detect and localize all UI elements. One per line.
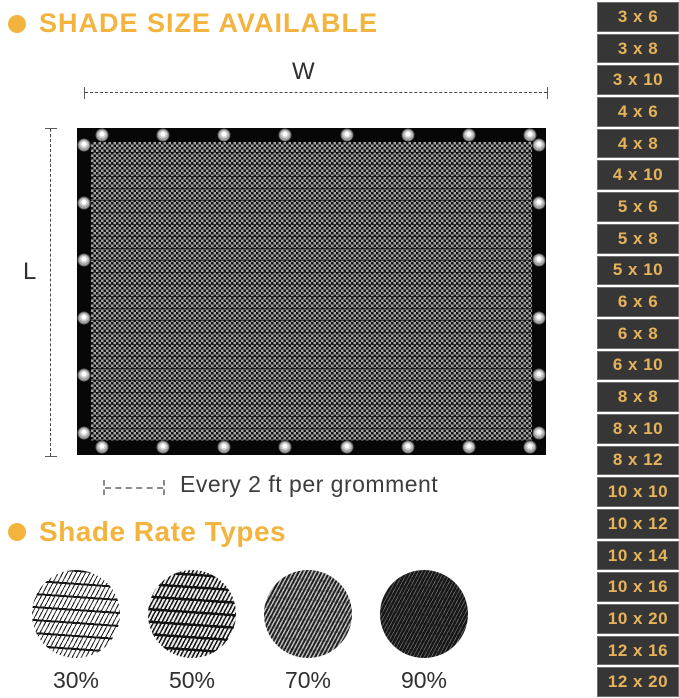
shade-rate-list	[32, 570, 468, 694]
length-dimension-line	[45, 128, 57, 457]
grommet-icon	[78, 369, 91, 382]
size-chip: 5 x 8	[597, 224, 679, 254]
grommet-icon	[533, 254, 546, 267]
length-dimension-label: L	[23, 258, 37, 285]
grommet-icon	[218, 441, 231, 454]
mesh-swatch-90-icon	[380, 570, 468, 658]
grommet-icon	[340, 129, 353, 142]
width-dimension-label: W	[292, 58, 315, 85]
size-chip: 10 x 16	[597, 572, 679, 602]
mesh-swatch-30-icon	[32, 570, 120, 658]
grommet-icon	[462, 441, 475, 454]
size-chip: 3 x 10	[597, 65, 679, 95]
grommet-icon	[96, 129, 109, 142]
shade-size-heading-label: SHADE SIZE AVAILABLE	[39, 8, 379, 38]
size-chip: 4 x 6	[597, 97, 679, 127]
size-chip: 12 x 16	[597, 636, 679, 666]
grommet-spacing-note: Every 2 ft per gromment	[180, 471, 439, 497]
shade-rate-item	[148, 570, 236, 694]
bullet-icon	[8, 15, 26, 33]
grommet-icon	[533, 369, 546, 382]
width-dimension-line	[84, 87, 548, 99]
shade-rate-label: 70%	[284, 667, 332, 693]
shade-size-heading	[8, 8, 378, 39]
grommet-icon	[279, 129, 292, 142]
size-chip: 10 x 12	[597, 509, 679, 539]
mesh-swatch-50-icon	[148, 570, 236, 658]
grommet-icon	[533, 311, 546, 324]
shade-rate-item	[380, 570, 468, 694]
size-chip: 8 x 10	[597, 414, 679, 444]
grommet-icon	[78, 427, 91, 440]
grommet-icon	[157, 129, 170, 142]
grommet-icon	[78, 139, 91, 152]
grommet-icon	[78, 311, 91, 324]
size-chip: 5 x 10	[597, 256, 679, 286]
size-chip: 6 x 8	[597, 319, 679, 349]
grommet-icon	[340, 441, 353, 454]
shade-rate-item	[32, 570, 120, 694]
size-chip: 6 x 6	[597, 287, 679, 317]
size-chip: 3 x 8	[597, 34, 679, 64]
grommet-icon	[533, 427, 546, 440]
grommet-icon	[401, 129, 414, 142]
size-chip: 10 x 14	[597, 541, 679, 571]
bullet-icon	[8, 523, 26, 541]
size-chip: 8 x 8	[597, 382, 679, 412]
shade-rate-item	[264, 570, 352, 694]
shade-rate-heading-label: Shade Rate Types	[39, 516, 287, 547]
grommet-icon	[462, 129, 475, 142]
grommet-icon	[96, 441, 109, 454]
size-chip: 6 x 10	[597, 351, 679, 381]
grommet-icon	[78, 254, 91, 267]
size-chip: 4 x 10	[597, 160, 679, 190]
grommet-icon	[218, 129, 231, 142]
shade-rate-label: 90%	[400, 667, 448, 693]
size-list	[597, 0, 679, 698]
grommet-icon	[524, 441, 537, 454]
size-chip: 4 x 8	[597, 129, 679, 159]
size-chip: 5 x 6	[597, 192, 679, 222]
size-chip: 10 x 20	[597, 604, 679, 634]
size-chip: 10 x 10	[597, 477, 679, 507]
shade-rate-label: 30%	[52, 667, 100, 693]
grommet-spacing-measure	[103, 480, 165, 495]
shade-rate-label: 50%	[168, 667, 216, 693]
shade-rate-heading	[8, 516, 286, 548]
mesh-swatch-70-icon	[264, 570, 352, 658]
grommet-icon	[533, 139, 546, 152]
grommet-icon	[401, 441, 414, 454]
shade-net-panel	[77, 128, 546, 455]
size-chip: 12 x 20	[597, 667, 679, 697]
grommet-icon	[157, 441, 170, 454]
grommet-icon	[78, 196, 91, 209]
size-chip: 3 x 6	[597, 2, 679, 32]
grommet-icon	[533, 196, 546, 209]
size-chip: 8 x 12	[597, 446, 679, 476]
grommet-icon	[279, 441, 292, 454]
